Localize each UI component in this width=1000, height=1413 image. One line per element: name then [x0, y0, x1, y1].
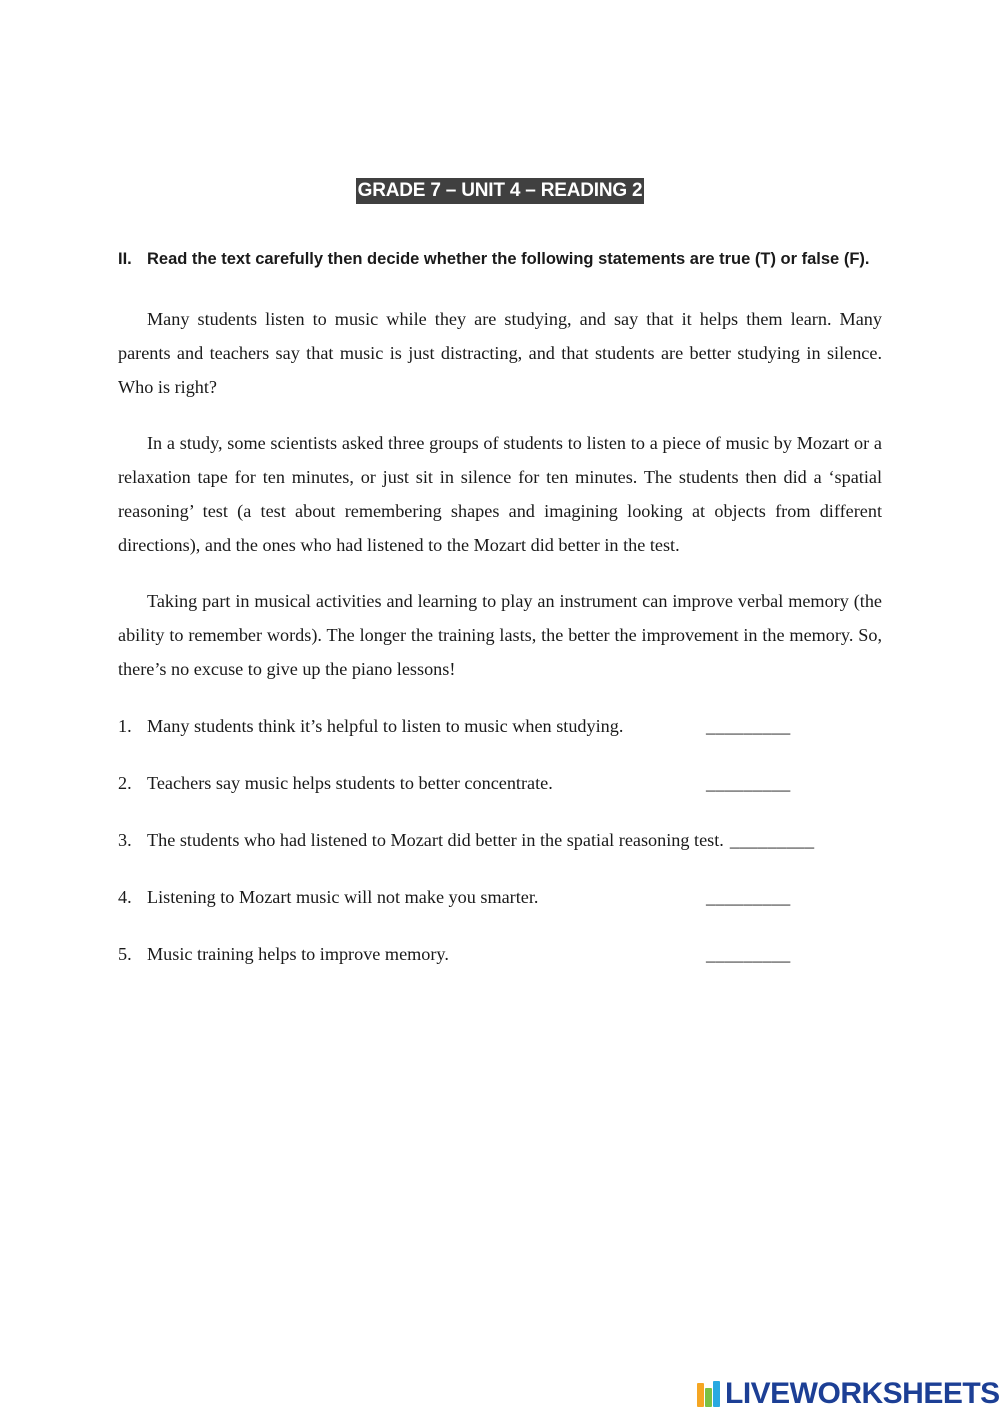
worksheet-title-wrap — [0, 178, 1000, 204]
answer-blank[interactable]: _________ — [706, 716, 791, 736]
reading-paragraph-3: Taking part in musical activities and learning to play an instrument can improve verbal memory (the ability to remember words). The longer the training lasts, the better the improvement in the memory. So, there’s no excuse to give up the piano lessons! — [118, 591, 882, 679]
answer-blank[interactable]: _________ — [729, 830, 815, 850]
liveworksheets-logo-text: LIVEWORKSHEETS — [725, 1377, 1000, 1410]
question-number: 1. — [118, 716, 132, 736]
reading-paragraph-2: In a study, some scientists asked three groups of students to listen to a piece of music by Mozart or a relaxation tape for ten minutes, or just sit in silence for ten minutes. The students then did a ‘spatial reasoning’ test (a test about remembering shapes and imagining looking at objects from different directions), and the ones who had listened to the Mozart did better in the test. — [118, 433, 882, 555]
answer-blank[interactable]: _________ — [706, 887, 791, 907]
question-number: 4. — [118, 887, 132, 907]
question-number: 3. — [118, 830, 132, 850]
question-text-content: The students who had listened to Mozart did better in the spatial reasoning test. — [147, 830, 724, 850]
liveworksheets-logo — [697, 1377, 1000, 1411]
answer-blank[interactable]: _________ — [706, 944, 791, 964]
instruction — [118, 245, 882, 274]
question-text: Many students think it’s helpful to listen to music when studying. — [147, 716, 624, 736]
instruction-number: II. — [118, 250, 132, 268]
question-text: Music training helps to improve memory. — [147, 944, 449, 964]
liveworksheets-logo-icon — [697, 1379, 723, 1409]
worksheet-title: GRADE 7 – UNIT 4 – READING 2 — [356, 178, 645, 204]
question-text: Listening to Mozart music will not make you smarter. — [147, 887, 539, 907]
question-text — [147, 827, 814, 853]
question-number: 2. — [118, 773, 132, 793]
reading-paragraph-1: Many students listen to music while they are studying, and say that it helps them learn. Many parents and teachers say that music is just distracting, and that students are better studying in silence. Who is right? — [118, 309, 882, 397]
question-text: Teachers say music helps students to better concentrate. — [147, 773, 553, 793]
answer-blank[interactable]: _________ — [706, 773, 791, 793]
instruction-text: Read the text carefully then decide whether the following statements are true (T) or false (F). — [147, 250, 870, 268]
question-number: 5. — [118, 944, 132, 964]
